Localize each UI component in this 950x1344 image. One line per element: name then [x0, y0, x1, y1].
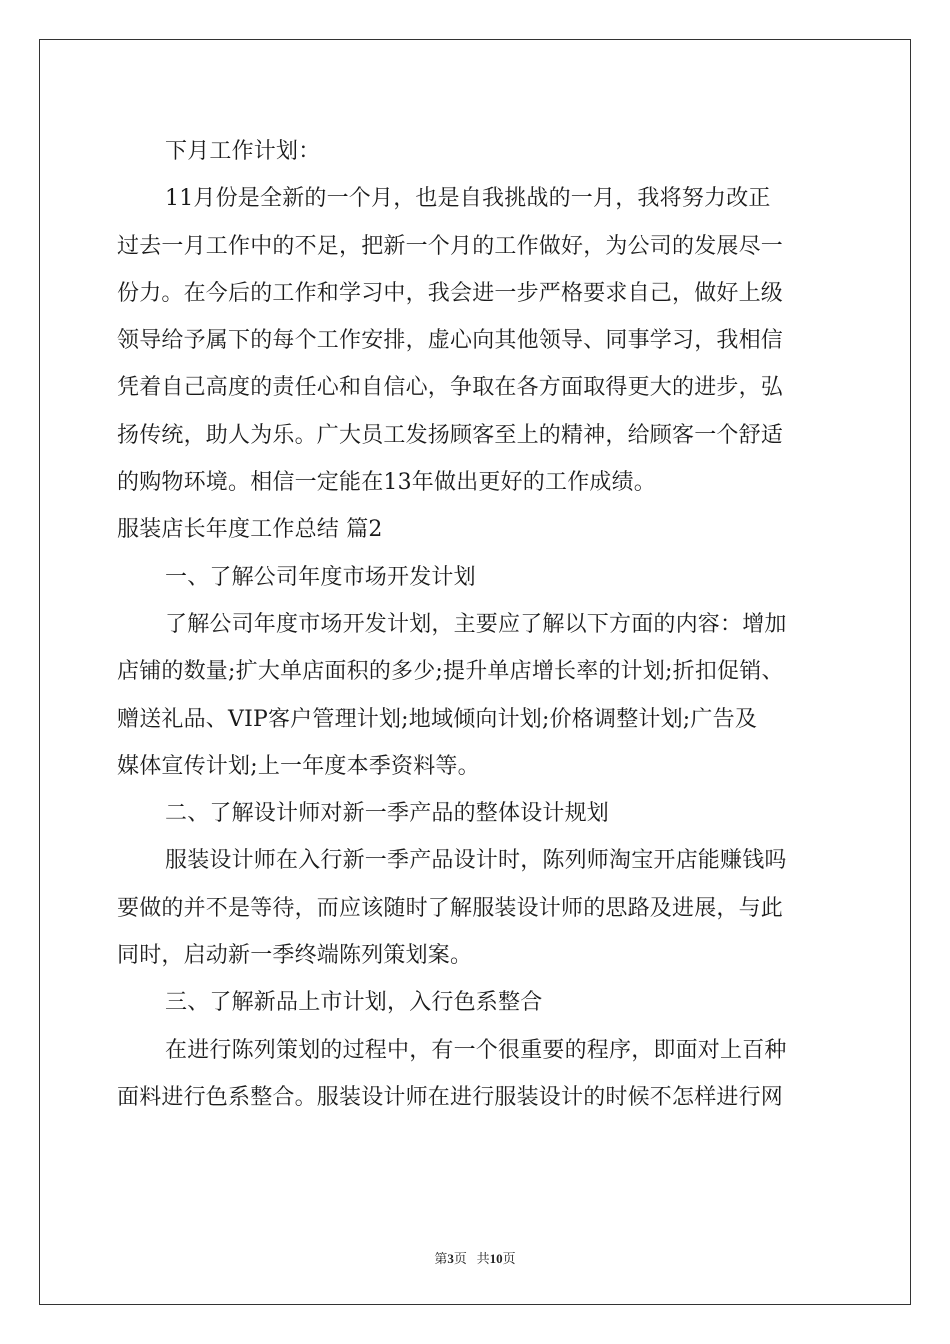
text-line: 份力。在今后的工作和学习中，我会进一步严格要求自己，做好上级: [117, 280, 784, 306]
text-line: 扬传统，助人为乐。广大员工发扬顾客至上的精神，给顾客一个舒适: [117, 422, 784, 448]
text-line: 媒体宣传计划;上一年度本季资料等。: [117, 753, 480, 779]
page-footer: [0, 1248, 950, 1267]
text-line: 服装设计师在入行新一季产品设计时，陈列师淘宝开店能赚钱吗: [165, 848, 787, 874]
text-line: 服装店长年度工作总结 篇2: [117, 517, 383, 543]
text-line: 一、了解公司年度市场开发计划: [165, 564, 476, 590]
text-line: 的购物环境。相信一定能在13年做出更好的工作成绩。: [117, 470, 656, 496]
text-line: 下月工作计划：: [165, 139, 321, 164]
footer-suffix: 页: [502, 1251, 516, 1266]
text-line: 面料进行色系整合。服装设计师在进行服装设计的时候不怎样进行网: [117, 1084, 784, 1110]
footer-prefix: 第: [434, 1251, 448, 1266]
current-page-number: 3: [447, 1251, 454, 1266]
text-line: 同时，启动新一季终端陈列策划案。: [117, 943, 473, 969]
text-line: 过去一月工作中的不足，把新一个月的工作做好，为公司的发展尽一: [117, 233, 784, 259]
text-line: 要做的并不是等待，而应该随时了解服装设计师的思路及进展，与此: [117, 895, 784, 921]
text-line: 店铺的数量;扩大单店面积的多少;提升单店增长率的计划;折扣促销、: [117, 659, 784, 685]
text-line: 领导给予属下的每个工作安排，虚心向其他领导、同事学习，我相信: [117, 328, 784, 354]
text-line: 11月份是全新的一个月，也是自我挑战的一月，我将努力改正: [165, 186, 771, 212]
text-line: 凭着自己高度的责任心和自信心，争取在各方面取得更大的进步，弘: [117, 375, 784, 401]
text-line: 在进行陈列策划的过程中，有一个很重要的程序，即面对上百种: [165, 1037, 787, 1063]
footer-middle: 页 共: [453, 1251, 490, 1266]
text-line: 二、了解设计师对新一季产品的整体设计规划: [165, 801, 610, 827]
text-line: 三、了解新品上市计划，入行色系整合: [165, 990, 543, 1016]
total-page-count: 10: [489, 1251, 503, 1266]
text-line: 赠送礼品、VIP客户管理计划;地域倾向计划;价格调整计划;广告及: [117, 706, 758, 732]
text-line: 了解公司年度市场开发计划，主要应了解以下方面的内容：增加: [165, 611, 787, 637]
document-body: [117, 128, 835, 1121]
